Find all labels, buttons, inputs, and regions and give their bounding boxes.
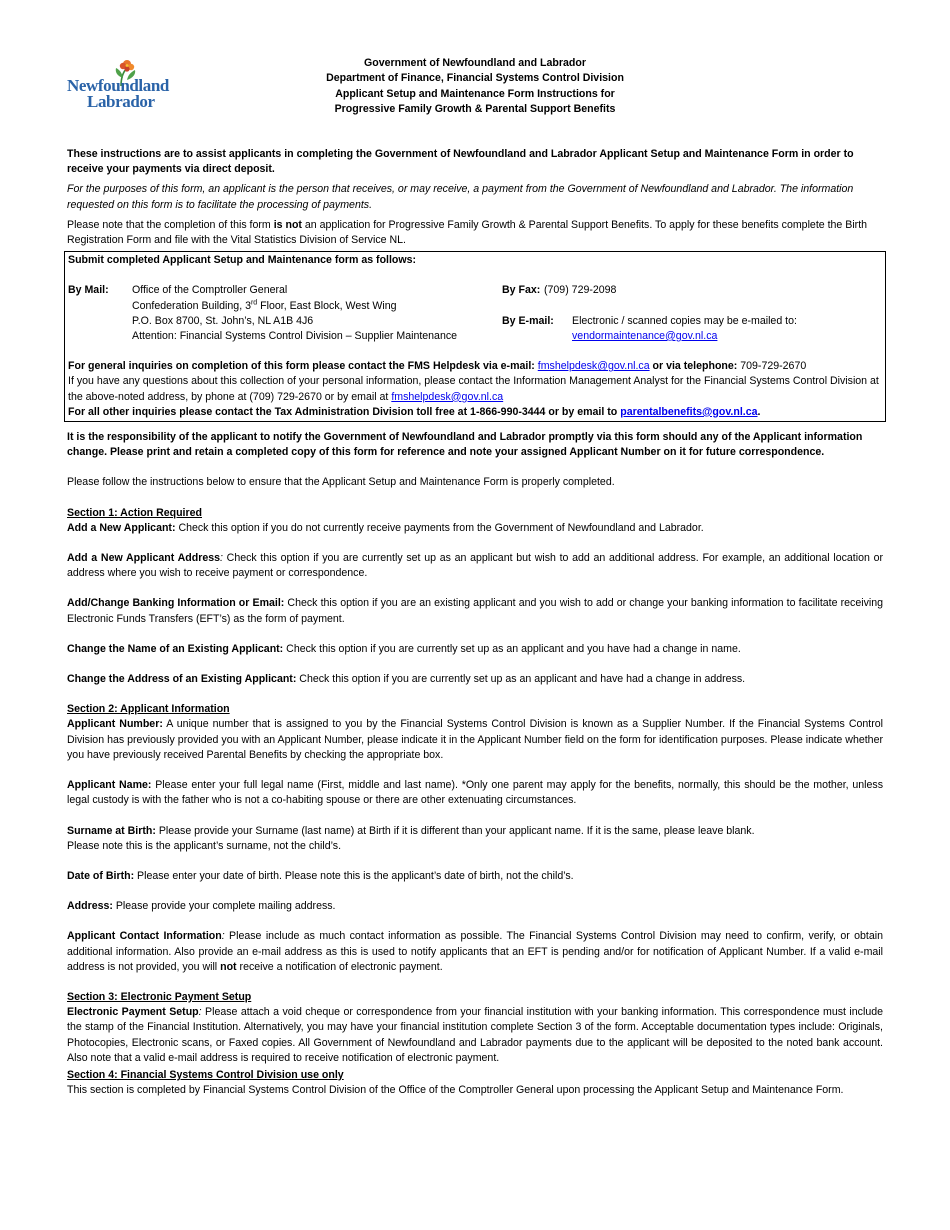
s2-contact-text-a: Please include as much contact information as possible. The Financial Systems Control Division may need to confirm, verify, or obtain additional information. Also provide an e-mail address as this is used to notify applicants that an EFT is pending and/or for notification of Applicant Number. If a valid e-mail address is not provided, you will — [67, 930, 883, 973]
submit-title: Submit completed Applicant Setup and Maintenance form as follows: — [68, 254, 417, 267]
s2-dob-label: Date of Birth: — [67, 869, 135, 882]
email-row — [502, 314, 797, 344]
nl-logo — [67, 56, 177, 118]
s2-contact-not: not — [220, 960, 237, 973]
s1-banking — [67, 596, 883, 626]
intro-note-a: Please note that the completion of this form — [67, 218, 274, 231]
logo-word-newfoundland: Newfoundland — [67, 76, 169, 95]
s1-add-text: Check this option if you do not currently receive payments from the Government of Newfoundland and Labrador. — [175, 521, 704, 534]
s1-addr-colon: : — [220, 552, 223, 565]
fms-helpdesk-email-link[interactable]: fmshelpdesk@gov.nl.ca — [537, 360, 650, 373]
s2-contact-colon: : — [221, 930, 225, 943]
fax-email-column — [502, 283, 797, 344]
s1-add-address — [67, 551, 883, 581]
by-mail-label: By Mail: — [68, 284, 109, 297]
logo-word-labrador: Labrador — [87, 92, 155, 111]
mail-line-2 — [132, 299, 502, 314]
header-line-4: Progressive Family Growth & Parental Support Benefits — [334, 103, 616, 116]
email-text: Electronic / scanned copies may be e-mailed to: — [572, 314, 797, 327]
section-2-title: Section 2: Applicant Information — [67, 703, 230, 716]
document-body — [67, 147, 883, 1098]
s4-text: This section is completed by Financial Systems Control Division of the Office of the Comptroller General upon processing the Applicant Setup and Maintenance Form. — [67, 1084, 844, 1097]
s1-addr-label: Add a New Applicant Address — [67, 552, 220, 565]
privacy-email-link[interactable]: fmshelpdesk@gov.nl.ca — [391, 390, 504, 403]
s3-colon: : — [198, 1006, 202, 1019]
mail-address — [132, 283, 502, 344]
s2-addr-text: Please provide your complete mailing address. — [112, 900, 336, 913]
section-3-title: Section 3: Electronic Payment Setup — [67, 990, 252, 1003]
section-1-title: Section 1: Action Required — [67, 506, 202, 519]
s1-address-label: Change the Address of an Existing Applicant: — [67, 673, 297, 686]
by-email-label: By E-mail: — [502, 314, 554, 327]
s2-address — [67, 899, 883, 914]
header-line-3: Applicant Setup and Maintenance Form Instructions for — [335, 87, 615, 100]
s2-surname-note: Please note this is the applicant’s surname, not the child’s. — [67, 839, 342, 852]
privacy-text: If you have any questions about this collection of your personal information, please contact the Information Management Analyst for the Financial Systems Control Division at the above-noted address, by phone at (709) 729-2670 or by email at — [68, 375, 879, 403]
s2-num-label: Applicant Number: — [67, 718, 163, 731]
other-b: . — [757, 405, 761, 418]
general-phone: 709-729-2670 — [740, 360, 807, 373]
s2-contact-label: Applicant Contact Information — [67, 930, 222, 943]
by-fax-label: By Fax: — [502, 284, 541, 297]
s1-address-text: Check this option if you are currently set up as an applicant and have had a change in address. — [296, 673, 746, 686]
mail-line-4: Attention: Financial Systems Control Division – Supplier Maintenance — [132, 330, 458, 343]
intro-italic: For the purposes of this form, an applicant is the person that receives, or may receive, a payment from the Government of Newfoundland and Labrador. The information requested on this form is to facilitate the processing of payments. — [67, 183, 854, 211]
vendor-maintenance-email-link[interactable]: vendormaintenance@gov.nl.ca — [572, 329, 718, 342]
s3-electronic-payment — [67, 1005, 883, 1066]
s1-name-text: Check this option if you are currently set up as an applicant and you have had a change in name. — [283, 642, 741, 655]
other-a: For all other inquiries please contact the Tax Administration Division toll free at 1-866-990-3444 or by email to — [68, 405, 621, 418]
s1-add-label: Add a New Applicant: — [67, 521, 176, 534]
general-a: For general inquiries on completion of this form please contact the FMS Helpdesk via e-mail: — [68, 360, 538, 373]
s2-applicant-number — [67, 717, 883, 763]
intro-note-b: an application for Progressive Family Growth & Parental Support Benefits. To apply for these benefits complete the Birth Registration Form and file with the Vital Statistics Division of Service NL. — [67, 218, 868, 247]
header-line-1: Government of Newfoundland and Labrador — [364, 57, 586, 69]
fax-row — [502, 283, 797, 298]
s2-name-text: Please enter your full legal name (First, middle and last name). *Only one parent may apply for the benefits, normally, this should be the mother, unless legal custody is with the father who is not a co-habiting spouse or there are other extenuating circumstances. — [67, 779, 883, 807]
document-header — [230, 56, 720, 118]
mail-line-3: P.O. Box 8700, St. John’s, NL A1B 4J6 — [132, 314, 314, 327]
privacy-inquiries — [68, 374, 882, 404]
s2-num-text: A unique number that is assigned to you by the Financial Systems Control Division is known as a Supplier Number. If the Financial Systems Control Division has previously provided you with an Applicant Number, please indicate it in the Applicant Number field on the form for identification purposes. Please indicate whether you have previously received Parental Benefits by checking the appropriate box. — [67, 718, 883, 761]
s2-applicant-name — [67, 778, 883, 808]
intro-note-not: is not — [273, 218, 302, 231]
s2-name-label: Applicant Name: — [67, 779, 152, 792]
follow-instructions: Please follow the instructions below to ensure that the Applicant Setup and Maintenance Form is properly completed. — [67, 476, 615, 489]
general-b: or via telephone: — [649, 360, 741, 373]
submit-box — [64, 251, 886, 422]
s2-dob-text: Please enter your date of birth. Please note this is the applicant’s date of birth, not the child’s. — [134, 869, 574, 882]
s2-contact — [67, 929, 883, 975]
s1-bank-text: Check this option if you are an existing applicant and you wish to add or change your banking information to facilitate receiving Electronic Funds Transfers (EFT’s) as the form of payment. — [67, 597, 884, 625]
submit-methods — [68, 283, 882, 344]
s2-surname — [67, 824, 883, 839]
parental-benefits-email-link[interactable]: parentalbenefits@gov.nl.ca — [620, 405, 758, 418]
s1-addr-text: Check this option if you are currently set up as an applicant but wish to add an additional address. For example, an additional location or address where you wish to receive payment or correspondence. — [67, 552, 883, 580]
s1-change-address — [67, 672, 883, 687]
responsibility: It is the responsibility of the applicant to notify the Government of Newfoundland and Labrador promptly via this form should any of the Applicant information change. Please print and retain a completed copy of this form for reference and note your assigned Applicant Number on it for future correspondence. — [67, 431, 863, 459]
s1-bank-label: Add/Change Banking Information or Email: — [67, 597, 285, 610]
s2-contact-text-b: receive a notification of electronic payment. — [236, 960, 443, 973]
s3-label: Electronic Payment Setup — [67, 1006, 199, 1019]
section-4-title: Section 4: Financial Systems Control Division use only — [67, 1068, 344, 1081]
other-inquiries — [68, 405, 882, 420]
mail-line-2-sup: rd — [250, 299, 258, 307]
mail-line-1: Office of the Comptroller General — [132, 284, 288, 297]
fax-number: (709) 729-2098 — [544, 284, 617, 297]
s2-surname-text: Please provide your Surname (last name) at Birth if it is different than your applicant name. If it is the same, please leave blank. — [155, 824, 755, 837]
s2-surname-label: Surname at Birth: — [67, 824, 156, 837]
mail-line-2a: Confederation Building, 3 — [132, 299, 251, 312]
mail-line-2b: Floor, East Block, West Wing — [257, 299, 397, 312]
s1-name-label: Change the Name of an Existing Applicant: — [67, 642, 284, 655]
s3-text: Please attach a void cheque or correspondence from your financial institution with your banking information. This correspondence must include the stamp of the Financial Institution. Alternatively, you may have your financial institution complete Section 3 of the form. Acceptable documentation types include: Originals, Photocopies, Electronic scans, or Faxed copies. All Government of Newfoundland and Labrador payments due to the applicant will be deposited to the noted bank account. Also note that a valid e-mail address is required to receive notification of electronic payment. — [67, 1006, 883, 1064]
s2-addr-label: Address: — [67, 900, 113, 913]
s2-date-of-birth — [67, 869, 883, 884]
general-inquiries — [68, 359, 882, 374]
intro-note — [67, 218, 883, 248]
intro-bold: These instructions are to assist applicants in completing the Government of Newfoundland and Labrador Applicant Setup and Maintenance Form in order to receive your payments via direct deposit. — [67, 148, 854, 176]
s1-add-applicant — [67, 521, 883, 536]
s1-change-name — [67, 642, 883, 657]
header-line-2: Department of Finance, Financial Systems Control Division — [326, 72, 624, 85]
